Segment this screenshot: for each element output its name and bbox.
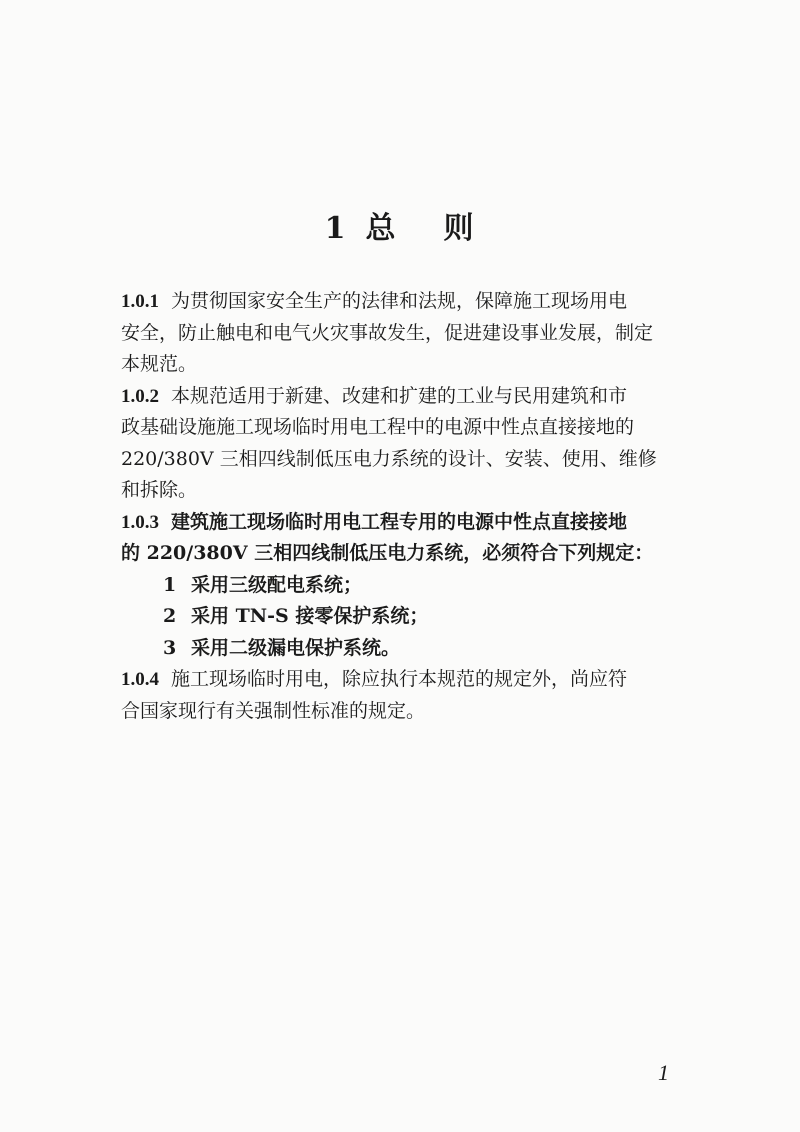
clause-number: 1.0.2 (121, 385, 159, 407)
clause-item (121, 570, 705, 602)
clause-number: 1.0.1 (121, 291, 159, 312)
clause-text-line: 220/380V 三相四线制低压电力系统的设计、安装、使用、维修 (121, 447, 657, 470)
clause-text-line: 和拆除。 (121, 479, 198, 501)
clause-number: 1.0.4 (121, 669, 159, 690)
clause-text-line: 施工现场临时用电，除应执行本规范的规定外，尚应符 (171, 668, 628, 690)
chapter-number: 1 (324, 211, 348, 246)
page-number: 1 (658, 1060, 669, 1085)
clause-text-line: 合国家现行有关强制性标准的规定。 (121, 699, 426, 722)
chapter-title-part2: 则 (443, 211, 476, 246)
clause-item (121, 633, 705, 665)
item-text: 采用三级配电系统； (191, 573, 363, 596)
clause-text-line: 建筑施工现场临时用电工程专用的电源中性点直接接地 (171, 510, 628, 533)
clause-text-line: 安全，防止触电和电气火灾事故发生，促进建设事业发展，制定 (121, 321, 654, 344)
item-number: 3 (163, 636, 177, 659)
item-number: 1 (163, 573, 177, 596)
clause-text-line: 本规范。 (121, 353, 198, 375)
chapter-content (121, 286, 705, 727)
chapter-title-part1: 总 (365, 211, 398, 246)
clause-1-0-3 (121, 507, 705, 570)
clause-text-line: 的 220/380V 三相四线制低压电力系统，必须符合下列规定： (121, 542, 654, 564)
chapter-title (0, 203, 800, 247)
clause-text-line: 为贯彻国家安全生产的法律和法规，保障施工现场用电 (171, 290, 628, 312)
item-text: 采用二级漏电保护系统。 (191, 636, 401, 659)
item-number: 2 (163, 605, 177, 627)
item-text: 采用 TN-S 接零保护系统； (191, 605, 429, 627)
clause-1-0-4 (121, 664, 705, 727)
clause-1-0-2 (121, 381, 705, 507)
clause-1-0-1 (121, 286, 705, 381)
clause-item (121, 601, 705, 633)
clause-number: 1.0.3 (121, 511, 159, 533)
clause-text-line: 政基础设施施工现场临时用电工程中的电源中性点直接接地的 (121, 416, 635, 438)
clause-text-line: 本规范适用于新建、改建和扩建的工业与民用建筑和市 (171, 384, 628, 407)
